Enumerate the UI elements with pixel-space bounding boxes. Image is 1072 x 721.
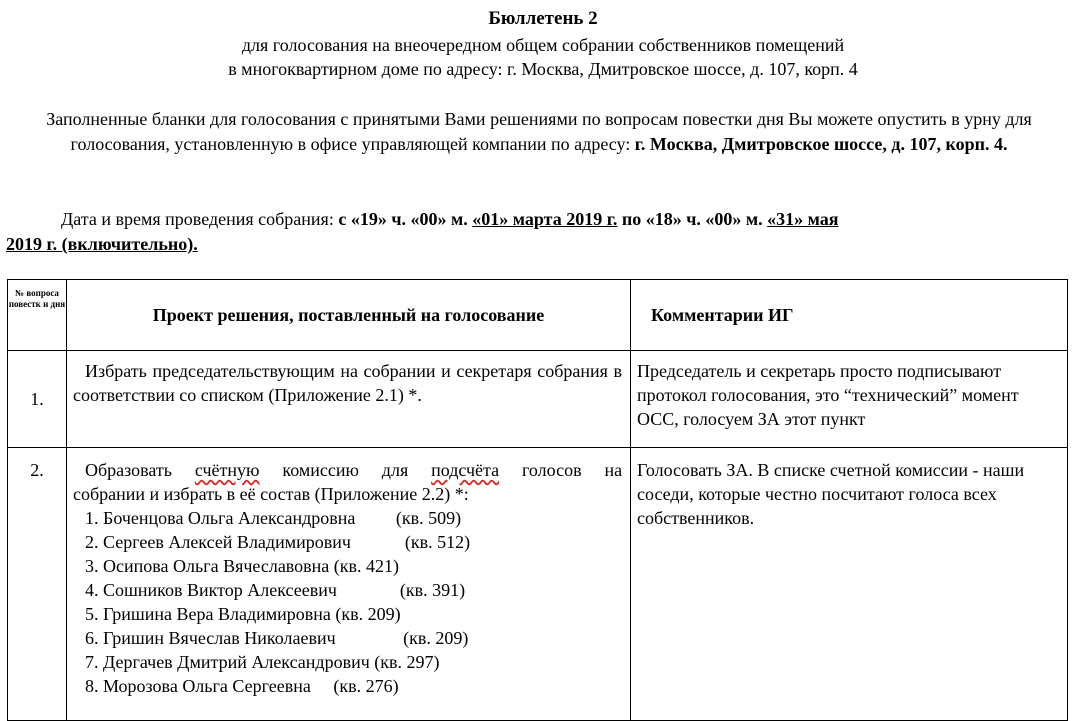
meeting-to-date-part2: 2019 г. (включительно). — [6, 234, 198, 254]
table-header-row — [8, 280, 1068, 351]
row-number: 1. — [8, 351, 67, 448]
meeting-from-time: с «19» ч. «00» м. — [338, 209, 473, 229]
row-comment: Председатель и секретарь просто подписывают протокол голосования, это “технический” момент ОСС, голосуем ЗА этот пункт — [631, 351, 1068, 448]
list-item: 2. Сергеев Алексей Владимирович (кв. 512) — [85, 532, 471, 552]
submission-info — [14, 107, 1064, 156]
commission-members-list — [73, 506, 622, 698]
project-line2: собрании и избрать в её состав (Приложение 2.2) *: — [73, 484, 469, 504]
list-item: 5. Гришина Вера Владимировна (кв. 209) — [85, 604, 401, 624]
row-project — [67, 351, 631, 448]
table-row — [8, 448, 1068, 721]
meeting-from-date: «01» марта 2019 г. — [472, 209, 618, 229]
row-comment: Голосовать ЗА. В списке счетной комиссии - наши соседи, которые честно посчитают голоса всех собственников. — [631, 448, 1068, 721]
header-comments: Комментарии ИГ — [631, 280, 1068, 351]
meeting-to-date-part1: «31» мая — [767, 209, 839, 229]
meeting-to-time: по «18» ч. «00» м. — [617, 209, 768, 229]
office-address: г. Москва, Дмитровское шоссе, д. 107, корп. 4. — [634, 133, 1008, 154]
ballot-title: Бюллетень 2 — [488, 8, 598, 29]
header-number: № вопроса повестк и дня — [8, 280, 67, 351]
subtitle-line1: для голосования на внеочередном общем собрании собственников помещений — [241, 35, 845, 55]
meeting-dates — [6, 207, 1066, 257]
list-item: 4. Сошников Виктор Алексеевич (кв. 391) — [85, 580, 466, 600]
agenda-table — [7, 279, 1068, 721]
list-item: 1. Боченцова Ольга Александровна (кв. 509) — [85, 508, 462, 528]
subtitle-line2: в многоквартирном доме по адресу: г. Москва, Дмитровское шоссе, д. 107, корп. 4 — [228, 59, 858, 79]
project-text: Избрать председательствующим на собрании и секретаря собрания в соответствии со списком (Приложение 2.1) *. — [73, 361, 622, 405]
meeting-label: Дата и время проведения собрания: — [61, 209, 339, 229]
row-project — [67, 448, 631, 721]
list-item: 3. Осипова Ольга Вячеславовна (кв. 421) — [85, 556, 400, 576]
project-line1: Образовать счётную комиссию для подсчёта голосов на — [85, 460, 623, 480]
list-item: 8. Морозова Ольга Сергеевна (кв. 276) — [85, 676, 399, 696]
submission-text: Заполненные бланки для голосования с принятыми Вами решениями по вопросам повестки дня Вы можете опустить в урну для голосования, установленную в офисе управляющей компании по адресу: — [46, 109, 1032, 154]
list-item: 6. Гришин Вячеслав Николаевич (кв. 209) — [85, 628, 469, 648]
spelling-flag-word: подсчёта — [431, 460, 500, 480]
list-item: 7. Дергачев Дмитрий Александрович (кв. 297) — [85, 652, 440, 672]
spelling-flag-word: счётную — [194, 460, 260, 480]
table-row — [8, 351, 1068, 448]
row-number: 2. — [8, 448, 67, 721]
header-project: Проект решения, поставленный на голосование — [67, 280, 631, 351]
